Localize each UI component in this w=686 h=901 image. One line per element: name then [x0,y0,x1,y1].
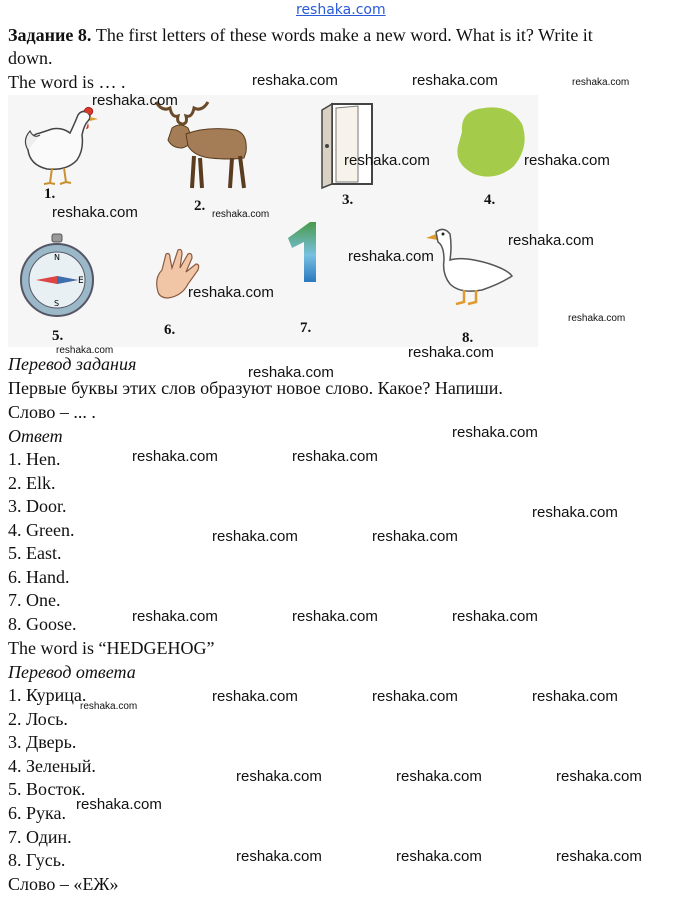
answer-translation-result: Слово – «ЕЖ» [8,874,119,894]
task-line-2: down. [8,48,53,68]
picture-number: 3. [342,192,354,208]
watermark: reshaka.com [372,528,458,545]
watermark: reshaka.com [292,448,378,465]
watermark: reshaka.com [344,152,430,169]
watermark: reshaka.com [452,608,538,625]
answer-translation-item: 5. Восток. [8,779,86,799]
site-link[interactable]: reshaka.com [296,2,386,18]
answer-item: 4. Green. [8,520,75,540]
watermark: reshaka.com [556,768,642,785]
answer-translation-item: 7. Один. [8,827,72,847]
watermark: reshaka.com [236,848,322,865]
picture-number: 4. [484,192,496,208]
watermark: reshaka.com [212,528,298,545]
watermark: reshaka.com [212,688,298,705]
watermark: reshaka.com [132,448,218,465]
watermark: reshaka.com [76,796,162,813]
picture-number: 2. [194,198,206,214]
answer-translation-item: 8. Гусь. [8,850,66,870]
translation-heading: Перевод задания [8,354,137,374]
watermark: reshaka.com [396,768,482,785]
answer-item: 3. Door. [8,496,67,516]
answer-item: 6. Hand. [8,567,70,587]
answer-item: 7. One. [8,590,61,610]
task-label: Задание 8. [8,25,92,45]
watermark: reshaka.com [292,608,378,625]
watermark: reshaka.com [132,608,218,625]
watermark: reshaka.com [452,424,538,441]
watermark: reshaka.com [372,688,458,705]
answer-translation-item: 3. Дверь. [8,732,77,752]
task-text: The first letters of these words make a new word. What is it? Write it [95,25,593,45]
watermark: reshaka.com [212,209,270,220]
answer-item: 5. East. [8,543,62,563]
watermark: reshaka.com [348,248,434,265]
elk-icon [150,100,252,192]
picture-number: 1. [44,186,56,202]
watermark: reshaka.com [532,688,618,705]
svg-text:E: E [78,276,84,286]
watermark: reshaka.com [248,364,334,381]
picture-number: 6. [164,322,176,338]
answer-translation-item: 2. Лось. [8,709,68,729]
watermark: reshaka.com [524,152,610,169]
watermark: reshaka.com [532,504,618,521]
translation-line-2: Слово – ... . [8,402,96,422]
svg-text:S: S [54,299,60,308]
green-blob-icon [452,102,528,182]
watermark: reshaka.com [188,284,274,301]
picture-number: 7. [300,320,312,336]
door-icon [318,102,378,186]
watermark: reshaka.com [572,77,630,88]
answer-translation-heading: Перевод ответа [8,662,136,682]
answer-translation-item: 6. Рука. [8,803,66,823]
watermark: reshaka.com [408,344,494,361]
watermark: reshaka.com [80,701,138,712]
answer-heading: Ответ [8,426,63,446]
watermark: reshaka.com [556,848,642,865]
translation-line-1: Первые буквы этих слов образуют новое слово. Какое? Напиши. [8,378,503,398]
compass-icon [18,232,100,324]
answer-item: 2. Elk. [8,473,56,493]
task-line-1 [8,24,593,46]
goose-icon [424,224,516,306]
number-one-icon [282,220,322,286]
answer-translation-item: 4. Зеленый. [8,756,96,776]
watermark: reshaka.com [508,232,594,249]
answer-item: 8. Goose. [8,614,77,634]
picture-number: 5. [52,328,64,344]
watermark: reshaka.com [56,345,114,356]
answer-item: 1. Hen. [8,449,61,469]
watermark: reshaka.com [92,92,178,109]
watermark: reshaka.com [236,768,322,785]
watermark: reshaka.com [52,204,138,221]
hen-icon [22,105,100,185]
answer-translation-item: 1. Курица. [8,685,87,705]
answer-result: The word is “HEDGEHOG” [8,638,215,658]
svg-text:N: N [54,253,60,262]
watermark: reshaka.com [412,72,498,89]
picture-number: 8. [462,330,474,346]
watermark: reshaka.com [568,313,626,324]
watermark: reshaka.com [252,72,338,89]
answer-prompt: The word is … . [8,72,126,92]
watermark: reshaka.com [396,848,482,865]
